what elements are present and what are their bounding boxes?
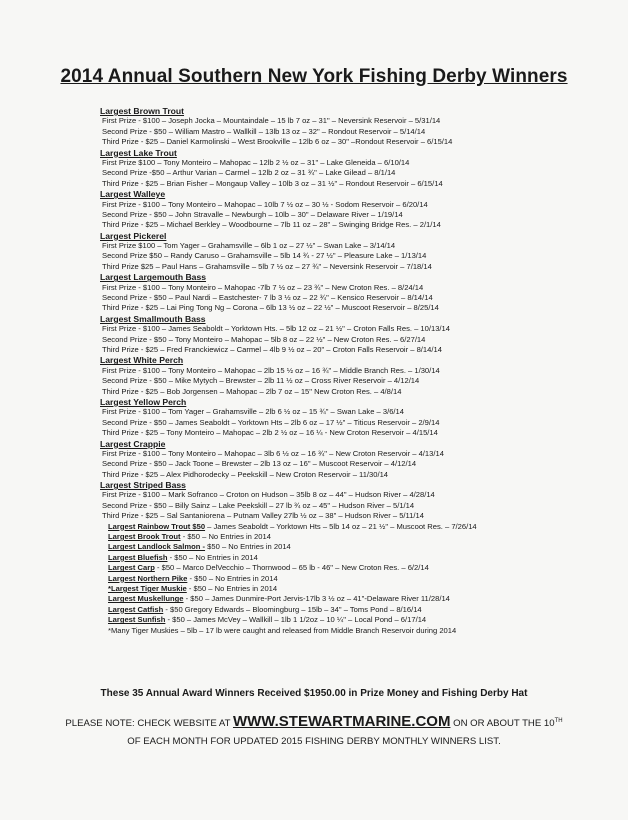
misc-entry [100, 584, 570, 594]
misc-entry-text: - $50 – James McVey – Wallkill – 1lb 1 1/2oz – 10 ¼" – Local Pond – 6/17/14 [165, 615, 427, 625]
misc-category-label: *Largest Tiger Muskie [108, 583, 187, 593]
prize-entry: Second Prize - $50 – John Stravalle – Newburgh – 10lb – 30" – Delaware River – 1/19/14 [102, 209, 403, 219]
prize-entry: First Prize - $100 – Mark Sofranco – Croton on Hudson – 35lb 8 oz – 44" – Hudson River – 4/28/14 [102, 490, 435, 500]
prize-entry: Second Prize - $50 – James Seaboldt – Yorktown Hts – 2lb 6 oz – 17 ½" – Titicus Reservoir – 2/9/14 [102, 417, 440, 427]
misc-entry-text: - $50 – No Entries in 2014 [186, 583, 278, 593]
prize-summary: These 35 Annual Award Winners Received $1950.00 in Prize Money and Fishing Derby Hat [100, 688, 528, 699]
category-heading: Largest Walleye [100, 189, 166, 200]
category-heading: Largest White Perch [100, 355, 184, 366]
category-heading: Largest Pickerel [100, 230, 167, 241]
misc-category-label: Largest Brook Trout [108, 532, 181, 542]
prize-entry: Third Prize - $25 – Alex Pidhorodecky – Peekskill – New Croton Reservoir – 11/30/14 [102, 469, 389, 479]
prize-entry: First Prize - $100 – Joseph Jocka – Mountaindale – 15 lb 7 oz – 31" – Neversink Reservoir – 5/31/14 [102, 116, 441, 126]
misc-entry [100, 594, 570, 604]
note-suffix: ON OR ABOUT THE 10 [453, 718, 555, 730]
misc-entry-text: - $50 – James Dunmire-Port Jervis-17lb 3 ½ oz – 41"-Delaware River 11/28/14 [183, 594, 450, 604]
misc-entry-text: $50 – No Entries in 2014 [205, 542, 291, 552]
misc-category-label: Largest Catfish [108, 604, 164, 614]
misc-entry [100, 574, 570, 584]
misc-entry-text: - $50 – No Entries in 2014 [187, 573, 278, 583]
category-heading: Largest Largemouth Bass [100, 272, 207, 283]
prize-entry: Third Prize - $25 – Fred Franckiewicz – Carmel – 4lb 9 ½ oz – 20" – Croton Falls Reservoir – 8/14/14 [102, 344, 442, 354]
prize-entry: Third Prize - $25 – Bob Jorgensen – Mahopac – 2lb 7 oz – 15" New Croton Res. – 4/8/14 [102, 386, 402, 396]
misc-entry-text: - $50 – Marco DelVecchio – Thornwood – 65 lb - 46" – New Croton Res. – 6/2/14 [154, 563, 429, 573]
prize-entry: Third Prize - $25 – Daniel Karmolinski – West Brookville – 12lb 6 oz – 30" –Rondout Reservoir – 6/15/14 [102, 137, 453, 147]
website-note [0, 712, 628, 751]
prize-entry: Third Prize $25 – Paul Hans – Grahamsville – 5lb 7 ½ oz – 27 ¾" – Neversink Reservoir – 7/18/14 [102, 261, 432, 271]
note-suffix-sup: TH [554, 718, 563, 724]
misc-category-label: Largest Carp [108, 563, 155, 573]
prize-entry: Second Prize -$50 – Arthur Varian – Carmel – 12lb 2 oz – 31 ¾" – Lake Gilead – 8/1/14 [102, 168, 396, 178]
prize-entry: Third Prize - $25 – Brian Fisher – Mongaup Valley – 10lb 3 oz – 31 ½" – Rondout Reservoir – 6/15/14 [102, 178, 443, 188]
prize-entry: First Prize - $100 – Tony Monteiro – Mahopac -7lb 7 ½ oz – 23 ¾" – New Croton Res. – 8/24/14 [102, 282, 424, 292]
page-title: 2014 Annual Southern New York Fishing Derby Winners [60, 66, 568, 87]
misc-entry [100, 615, 570, 625]
category-heading: Largest Brown Trout [100, 106, 185, 116]
category-heading: Largest Lake Trout [100, 147, 177, 158]
prize-entry: Third Prize - $25 – Sal Santaniorena – Putnam Valley 27lb ½ oz – 38" – Hudson River – 5/11/14 [102, 511, 424, 521]
misc-categories [100, 522, 570, 636]
category-heading: Largest Striped Bass [100, 480, 186, 491]
misc-category-label: Largest Muskellunge [108, 594, 184, 604]
category-heading: Largest Yellow Perch [100, 396, 187, 407]
winners-list [100, 106, 570, 636]
category-heading: Largest Smallmouth Bass [100, 313, 206, 324]
misc-entry [100, 542, 570, 552]
misc-entry [100, 563, 570, 573]
prize-entry: First Prize - $100 – Tony Monteiro – Mahopac – 2lb 15 ½ oz – 16 ¾" – Middle Branch Res. – 1/30/14 [102, 365, 440, 375]
misc-entry [100, 522, 570, 532]
misc-category-label: Largest Bluefish [108, 552, 168, 562]
prize-entry: Second Prize - $50 – Paul Nardi – Eastchester- 7 lb 3 ½ oz – 22 ¾" – Kensico Reservoir – 8/14/14 [102, 293, 433, 303]
misc-entry [100, 532, 570, 542]
misc-category-label: Largest Landlock Salmon - [108, 542, 206, 552]
prize-entry: First Prize - $100 – Tom Yager – Grahamsville – 2lb 6 ½ oz – 15 ¾" – Swan Lake – 3/6/14 [102, 407, 404, 417]
prize-entry: First Prize $100 – Tom Yager – Grahamsville – 6lb 1 oz – 27 ½" – Swan Lake – 3/14/14 [102, 241, 396, 251]
prize-entry: Second Prize - $50 – Billy Sainz – Lake Peekskill – 27 lb ¾ oz – 45" – Hudson River – 5/1/14 [102, 500, 415, 510]
note-line-1 [0, 712, 628, 733]
category-heading: Largest Crappie [100, 438, 166, 449]
prize-entry: Second Prize - $50 – Jack Toone – Brewster – 2lb 13 oz – 16" – Muscoot Reservoir – 4/12/14 [102, 459, 417, 469]
category-sections [100, 106, 570, 522]
prize-entry: Third Prize - $25 – Michael Berkley – Woodbourne – 7lb 11 oz – 28" – Swinging Bridge Res. – 2/1/14 [102, 220, 441, 230]
prize-entry: First Prize $100 – Tony Monteiro – Mahopac – 12lb 2 ½ oz – 31" – Lake Gleneida – 6/10/14 [102, 157, 410, 167]
misc-entry-text: – James Seaboldt – Yorktown Hts – 5lb 14 oz – 21 ½" – Muscoot Res. – 7/26/14 [205, 521, 477, 531]
misc-entry [100, 553, 570, 563]
prize-entry: Third Prize - $25 – Lai Ping Tong Ng – Corona – 6lb 13 ½ oz – 22 ½" – Muscoot Reservoir – 8/25/14 [102, 303, 439, 313]
prize-entry: Second Prize - $50 – Mike Mytych – Brewster – 2lb 11 ½ oz – Cross River Reservoir – 4/12/14 [102, 376, 420, 386]
prize-entry: First Prize - $100 – Tony Monteiro – Mahopac – 3lb 6 ½ oz – 16 ¾" – New Croton Reservoir – 4/13/14 [102, 448, 444, 458]
prize-entry: Second Prize - $50 – Tony Monteiro – Mahopac – 5lb 8 oz – 22 ½" – New Croton Res. – 6/27/14 [102, 334, 426, 344]
misc-entry-text: - $50 Gregory Edwards – Bloomingburg – 15lb – 34" – Toms Pond – 8/16/14 [163, 604, 422, 614]
note-prefix: PLEASE NOTE: CHECK WEBSITE AT [65, 718, 231, 730]
note-line-2: OF EACH MONTH FOR UPDATED 2015 FISHING DERBY MONTHLY WINNERS LIST. [127, 736, 501, 748]
prize-entry: First Prize - $100 – Tony Monteiro – Mahopac – 10lb 7 ½ oz – 30 ½ - Sodom Reservoir – 6/20/14 [102, 199, 428, 209]
misc-entry-text: - $50 – No Entries in 2014 [167, 552, 258, 562]
misc-entry-text: *Many Tiger Muskies – 5lb – 17 lb were caught and released from Middle Branch Reservoir during 2014 [108, 625, 457, 635]
misc-entry [100, 626, 570, 636]
prize-entry: Third Prize - $25 – Tony Monteiro – Mahopac – 2lb 2 ½ oz – 16 ¼ - New Croton Reservoir – 4/15/14 [102, 428, 438, 438]
misc-category-label: Largest Rainbow Trout $50 [108, 521, 206, 531]
misc-category-label: Largest Sunfish [108, 615, 166, 625]
misc-entry [100, 605, 570, 615]
prize-entry: Second Prize $50 – Randy Caruso – Grahamsville – 5lb 14 ¾ - 27 ½" – Pleasure Lake – 1/13/14 [102, 251, 427, 261]
misc-category-label: Largest Northern Pike [108, 573, 188, 583]
prize-entry: Second Prize - $50 – William Mastro – Wallkill – 13lb 13 oz – 32" – Rondout Reservoir – 5/14/14 [102, 126, 426, 136]
website-link[interactable]: WWW.STEWARTMARINE.COM [232, 713, 451, 731]
misc-entry-text: - $50 – No Entries in 2014 [180, 532, 271, 542]
prize-entry: First Prize - $100 – James Seaboldt – Yorktown Hts. – 5lb 12 oz – 21 ½" – Croton Falls Res. – 10/13/14 [102, 324, 450, 334]
